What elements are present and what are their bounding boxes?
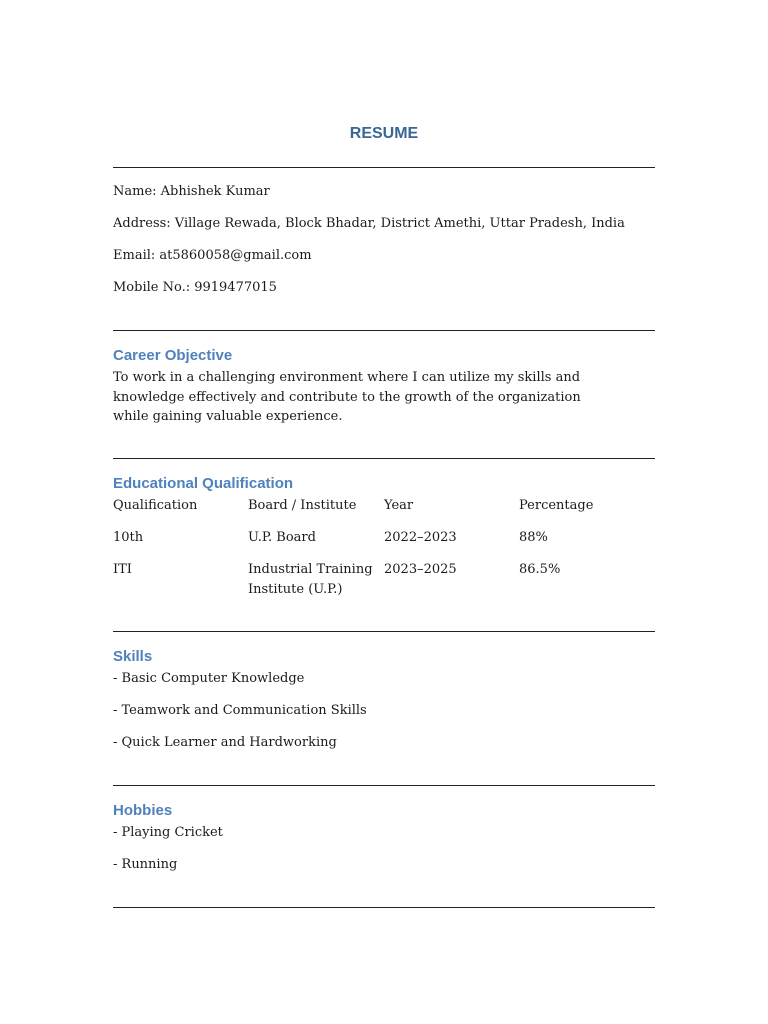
divider xyxy=(113,631,655,632)
table-header-cell: Percentage xyxy=(519,498,594,513)
skills-heading: Skills xyxy=(113,648,153,665)
table-header-cell: Qualification xyxy=(113,498,198,513)
table-cell: 10th xyxy=(113,530,144,545)
hobbies-heading: Hobbies xyxy=(113,802,173,819)
divider xyxy=(113,907,655,908)
skill-item: - Quick Learner and Hardworking xyxy=(113,735,337,750)
mobile-line: Mobile No.: 9919477015 xyxy=(113,280,277,295)
hobby-item: - Running xyxy=(113,857,178,872)
name-line: Name: Abhishek Kumar xyxy=(113,184,270,199)
divider xyxy=(113,458,655,459)
table-cell: ITI xyxy=(113,562,132,577)
education-heading: Educational Qualification xyxy=(113,475,294,492)
table-cell: 2022–2023 xyxy=(384,530,457,545)
divider xyxy=(113,167,655,168)
divider xyxy=(113,785,655,786)
table-cell: 88% xyxy=(519,530,548,545)
table-header-cell: Board / Institute xyxy=(248,498,357,513)
career-objective-text: To work in a challenging environment where I can utilize my skills and knowledge effectively and contribute to the growth of the organization while gaining valuable experience. xyxy=(113,370,581,424)
address-line: Address: Village Rewada, Block Bhadar, District Amethi, Uttar Pradesh, India xyxy=(113,216,625,231)
email-line: Email: at5860058@gmail.com xyxy=(113,248,312,263)
table-cell: U.P. Board xyxy=(248,530,316,545)
skill-item: - Basic Computer Knowledge xyxy=(113,671,305,686)
skill-item: - Teamwork and Communication Skills xyxy=(113,703,367,718)
table-cell: Industrial Training Institute (U.P.) xyxy=(248,562,373,597)
divider xyxy=(113,330,655,331)
table-header-cell: Year xyxy=(384,498,414,513)
page-title: RESUME xyxy=(349,125,419,142)
hobby-item: - Playing Cricket xyxy=(113,825,223,840)
table-cell: 86.5% xyxy=(519,562,561,577)
table-cell: 2023–2025 xyxy=(384,562,457,577)
career-objective-heading: Career Objective xyxy=(113,347,233,364)
